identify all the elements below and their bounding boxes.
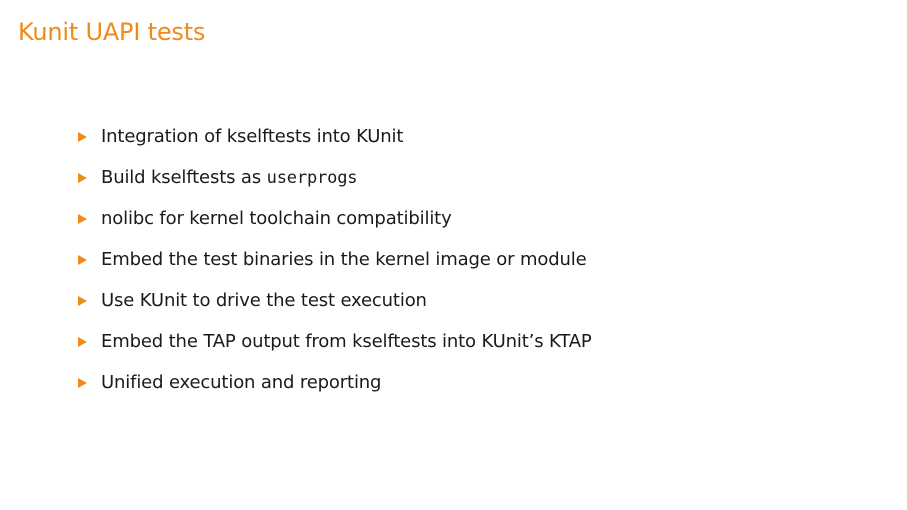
bullet-text: [101, 165, 357, 191]
bullet-item: [78, 329, 592, 370]
triangle-bullet-icon: [78, 173, 87, 183]
triangle-bullet-icon: [78, 296, 87, 306]
bullet-text-prefix: Build kselftests as: [101, 167, 267, 188]
bullet-text: Unified execution and reporting: [101, 372, 382, 393]
triangle-bullet-icon: [78, 378, 87, 388]
bullet-item: [78, 288, 592, 329]
bullet-text: Use KUnit to drive the test execution: [101, 290, 427, 311]
bullet-text: Embed the test binaries in the kernel image or module: [101, 249, 587, 270]
triangle-bullet-icon: [78, 255, 87, 265]
triangle-bullet-icon: [78, 214, 87, 224]
bullet-code: userprogs: [266, 168, 358, 188]
bullet-text: Integration of kselftests into KUnit: [101, 126, 404, 147]
triangle-bullet-icon: [78, 337, 87, 347]
bullet-text: Embed the TAP output from kselftests into KUnit’s KTAP: [101, 331, 592, 352]
bullet-list: [78, 124, 592, 411]
bullet-item: [78, 206, 592, 247]
bullet-item: [78, 165, 592, 206]
bullet-item: [78, 124, 592, 165]
bullet-text: nolibc for kernel toolchain compatibility: [101, 208, 452, 229]
triangle-bullet-icon: [78, 132, 87, 142]
bullet-item: [78, 247, 592, 288]
bullet-item: [78, 370, 592, 411]
slide-title: Kunit UAPI tests: [18, 18, 206, 46]
